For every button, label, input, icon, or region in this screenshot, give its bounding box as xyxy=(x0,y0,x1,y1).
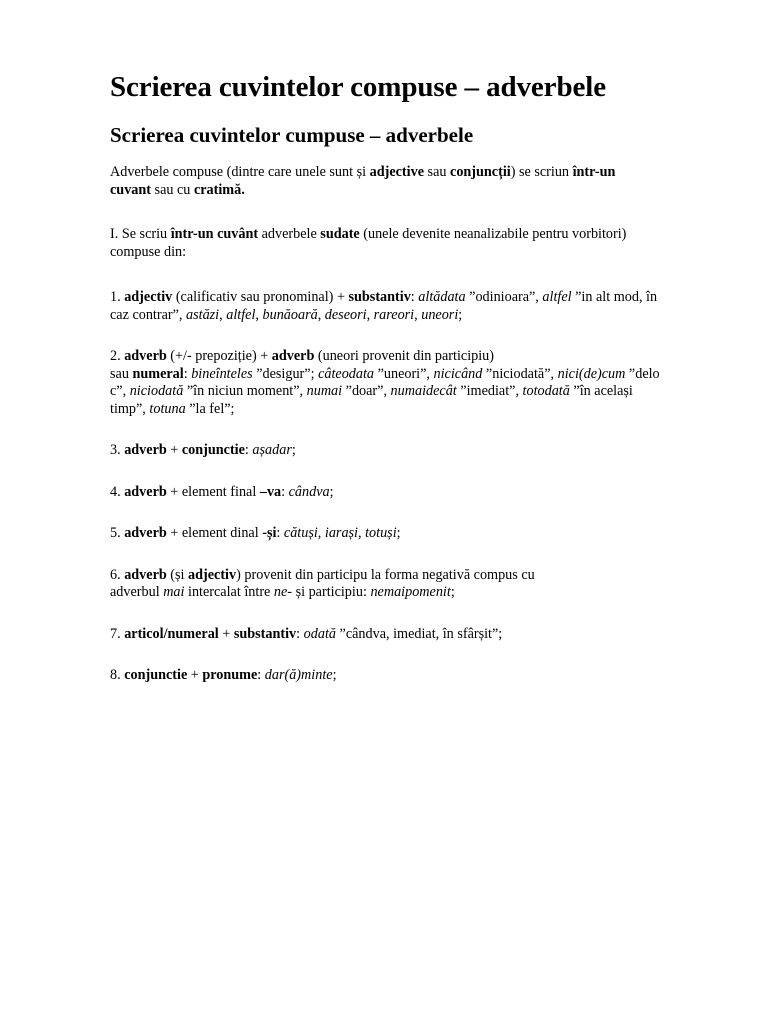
italic-example: ne- xyxy=(273,584,293,600)
italic-example: nici(de)cum xyxy=(557,365,626,382)
bold-term: conjunctie xyxy=(124,667,188,683)
bold-term: adverb xyxy=(124,566,167,583)
italic-example: bunăoară xyxy=(262,306,318,323)
italic-example: bineînteles xyxy=(191,365,253,382)
list-item-3 xyxy=(110,442,714,460)
text-run: ”uneori”, xyxy=(374,365,434,382)
text-run: : xyxy=(244,442,253,458)
page-title: Scrierea cuvintelor compuse – adverbele xyxy=(110,71,606,103)
text-run: și participiu: xyxy=(292,584,371,600)
italic-example: numai xyxy=(306,383,343,399)
bold-term: –va xyxy=(259,483,282,500)
intro-paragraph xyxy=(110,164,714,199)
bold-term: într-un cuvânt xyxy=(170,226,259,242)
bold-term: adverb xyxy=(124,348,167,364)
text-run: + xyxy=(187,667,203,683)
list-item-8 xyxy=(110,667,714,685)
text-run: ; xyxy=(450,584,455,600)
text-run: ”cândva, imediat, în sfârșit”; xyxy=(335,625,503,642)
text-run: ”odinioara”, xyxy=(465,289,543,305)
text-run: Adverbele compuse (dintre care unele sunt și xyxy=(110,164,370,180)
italic-example: totodată xyxy=(522,383,570,399)
text-run: ”la fel”; xyxy=(185,400,235,417)
italic-example: niciodată xyxy=(129,383,184,399)
text-run: compuse din: xyxy=(110,243,187,260)
italic-example: odată xyxy=(303,625,336,642)
text-run: ; xyxy=(329,483,334,500)
bold-term: într-un xyxy=(572,164,616,180)
italic-example: cândva xyxy=(288,483,330,500)
text-run: adverbul xyxy=(110,584,164,600)
italic-example: astăzi xyxy=(186,306,220,323)
text-run: intercalat între xyxy=(184,584,274,600)
text-run: 3. xyxy=(110,442,125,458)
text-run: 7. xyxy=(110,625,125,642)
text-run: ) provenit din participu la forma negativă compus cu xyxy=(236,566,535,583)
text-run: sau cu xyxy=(151,181,194,198)
italic-example: câteodata xyxy=(318,365,375,382)
bold-term: conjunctie xyxy=(181,442,245,458)
italic-example: deseori xyxy=(324,306,367,323)
list-item-1 xyxy=(110,289,714,324)
text-run: ”în același xyxy=(569,383,633,399)
bold-term: adverb xyxy=(124,483,167,500)
text-run: : xyxy=(296,625,304,642)
bold-term: adjectiv xyxy=(124,289,173,305)
text-run: , xyxy=(358,525,366,541)
text-run: ”desigur”; xyxy=(252,365,319,382)
text-run: 6. xyxy=(110,566,125,583)
text-run: (uneori provenit din participiu) xyxy=(314,348,495,364)
text-run: + element dinal xyxy=(166,525,263,541)
italic-example: altfel xyxy=(542,289,572,305)
bold-term: numeral xyxy=(132,365,184,382)
text-run: : xyxy=(276,525,284,541)
bold-term: adverb xyxy=(124,442,167,458)
text-run: (și xyxy=(166,566,189,583)
list-item-6 xyxy=(110,567,714,602)
text-run: , xyxy=(317,306,325,323)
bold-term: adjective xyxy=(369,164,424,180)
text-run: caz contrar”, xyxy=(110,306,187,323)
italic-example: iarași xyxy=(324,525,359,541)
bold-term: cratimă. xyxy=(193,181,245,198)
text-run: : xyxy=(183,365,192,382)
text-run: ”niciodată”, xyxy=(482,365,558,382)
italic-example: rareori xyxy=(373,306,415,323)
text-run: 4. xyxy=(110,483,125,500)
text-run: , xyxy=(219,306,227,323)
text-run: , xyxy=(317,525,325,541)
page-subtitle: Scrierea cuvintelor cumpuse – adverbele xyxy=(110,123,474,147)
text-run: + xyxy=(218,625,234,642)
text-run: c”, xyxy=(110,383,130,399)
text-run: ; xyxy=(458,306,463,323)
text-run: ”doar”, xyxy=(342,383,391,399)
italic-example: uneori xyxy=(421,306,459,323)
text-run: + xyxy=(166,442,182,458)
italic-example: numaidecât xyxy=(390,383,457,399)
bold-term: cuvant xyxy=(110,181,151,198)
text-run: , xyxy=(255,306,263,323)
text-run: : xyxy=(410,289,419,305)
bold-term: pronume xyxy=(202,667,258,683)
document-body xyxy=(110,66,714,685)
italic-example: totuși xyxy=(365,525,397,541)
italic-example: nemaipomenit xyxy=(370,584,451,600)
text-run: : xyxy=(257,667,265,683)
text-run: 1. xyxy=(110,289,125,305)
italic-example: dar(ă)minte xyxy=(264,667,333,683)
italic-example: altădata xyxy=(418,289,466,305)
italic-example: cătuși xyxy=(283,525,318,541)
text-run: ; xyxy=(396,525,401,541)
bold-term: substantiv xyxy=(233,625,297,642)
text-run: : xyxy=(281,483,289,500)
text-run: (unele devenite neanalizabile pentru vorbitori) xyxy=(359,226,627,242)
bold-term: articol/numeral xyxy=(124,625,219,642)
italic-example: așadar xyxy=(252,442,292,458)
italic-example: totuna xyxy=(149,400,186,417)
text-run: ”in alt mod, în xyxy=(571,289,658,305)
text-run: ”imediat”, xyxy=(456,383,523,399)
italic-example: nicicând xyxy=(433,365,483,382)
italic-example: altfel xyxy=(226,306,256,323)
text-run: sau xyxy=(110,365,133,382)
text-run: + element final xyxy=(166,483,260,500)
bold-term: adjectiv xyxy=(188,566,237,583)
text-run: , xyxy=(414,306,422,323)
italic-example: mai xyxy=(163,584,185,600)
bold-term: sudate xyxy=(320,226,360,242)
text-run: adverbele xyxy=(258,226,321,242)
text-run: ; xyxy=(332,667,337,683)
list-item-4 xyxy=(110,484,714,502)
text-run: 2. xyxy=(110,348,125,364)
list-item-7 xyxy=(110,626,714,644)
bold-term: -și xyxy=(262,525,277,541)
text-run: 8. xyxy=(110,667,125,683)
text-run: I. Se scriu xyxy=(110,226,171,242)
bold-term: adverb xyxy=(124,525,167,541)
section-heading-paragraph xyxy=(110,226,714,261)
bold-term: substantiv xyxy=(348,289,411,305)
text-run: ) se scriun xyxy=(510,164,573,180)
text-run: ”delo xyxy=(625,365,660,382)
text-run: ”în niciun moment”, xyxy=(183,383,307,399)
text-run: timp”, xyxy=(110,400,150,417)
text-run: (calificativ sau pronominal) + xyxy=(172,289,349,305)
text-run: , xyxy=(366,306,374,323)
text-run: sau xyxy=(424,164,451,180)
text-run: ; xyxy=(291,442,296,458)
list-item-2 xyxy=(110,348,714,418)
text-run: 5. xyxy=(110,525,125,541)
text-run: (+/- prepoziție) + xyxy=(166,348,272,364)
list-item-5 xyxy=(110,525,714,543)
bold-term: adverb xyxy=(271,348,315,364)
bold-term: conjuncții xyxy=(450,164,511,180)
